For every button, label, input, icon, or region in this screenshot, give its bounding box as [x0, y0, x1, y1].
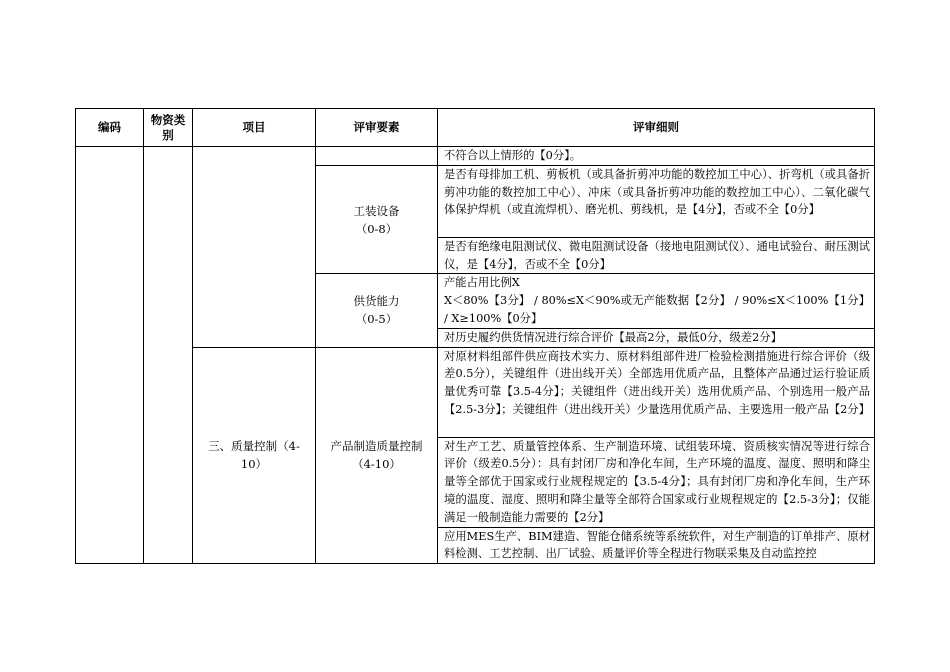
- item-quality-label: 三、质量控制（4-10）: [208, 439, 300, 472]
- detail-text: 对生产工艺、质量管控体系、生产制造环境、试组装环境、资质核实情况等进行综合评价（级差0.5分）：具有封闭厂房和净化车间，生产环境的温度、湿度、照明和降尘量等全部优于国家或行业规程规定的【3.5-4分】；具有封闭厂房和净化车间，生产环境的温度、湿度、照明和降尘量等全部符合国家或行业规程规定的【2.5-3分】；仅能满足一般制造能力需要的【2分】: [444, 439, 870, 524]
- element-tooling-label: 工装设备: [353, 203, 400, 218]
- detail-cell: [438, 274, 875, 328]
- category-cell: [144, 147, 193, 564]
- element-cell-supply: [316, 274, 438, 347]
- detail-cell: [438, 328, 875, 347]
- detail-text: X＜80%【3分】 / 80%≤X＜90%或无产能数据【2分】 / 90%≤X＜100%【1分】 / X≥100%【0分】: [444, 294, 870, 325]
- table-row: [76, 347, 875, 437]
- detail-text: 对历史履约供货情况进行综合评价【最高2分，最低0分，级差2分】: [444, 330, 782, 344]
- table-row: [76, 147, 875, 166]
- element-cell-prev: [316, 147, 438, 166]
- header-item: 项目: [193, 109, 316, 147]
- header-category: 物资类别: [144, 109, 193, 147]
- code-cell: [76, 147, 144, 564]
- detail-text: 是否有绝缘电阻测试仪、微电阻测试设备（接地电阻测试仪）、通电试验台、耐压测试仪，是【4分】，否或不全【0分】: [444, 239, 870, 271]
- header-detail: 评审细则: [438, 109, 875, 147]
- detail-text: 对原材料组部件供应商技术实力、原材料组部件进厂检验检测措施进行综合评价（级差0.5分），关键组件（进出线开关）全部选用优质产品，且整体产品通过运行验证质量优秀可靠【3.5-4分】；关键组件（进出线开关）选用优质产品、个别选用一般产品【2.5-3分】；关键组件（进出线开关）少量选用优质产品、主要选用一般产品【2分】: [444, 349, 870, 416]
- element-quality-range: （4-10）: [352, 457, 401, 472]
- detail-cell: [438, 437, 875, 527]
- header-element: 评审要素: [316, 109, 438, 147]
- element-quality-label: 产品制造质量控制: [330, 439, 423, 454]
- element-cell-tooling: [316, 165, 438, 274]
- element-supply-label: 供货能力: [353, 294, 400, 309]
- element-cell-quality: [316, 347, 438, 564]
- header-code: 编码: [76, 109, 144, 147]
- element-supply-range: （0-5）: [355, 312, 398, 327]
- element-tooling-range: （0-8）: [355, 221, 398, 236]
- detail-cell: [438, 237, 875, 274]
- item-cell-quality: [193, 347, 316, 564]
- detail-cell: [438, 347, 875, 437]
- detail-text: 是否有母排加工机、剪板机（或具备折剪冲功能的数控加工中心）、折弯机（或具备折剪冲功能的数控加工中心）、冲床（或具备折剪冲功能的数控加工中心）、二氧化碳气体保护焊机（或直流焊机）、磨光机、剪线机，是【4分】，否或不全【0分】: [444, 167, 870, 217]
- detail-text: 不符合以上情形的【0分】。: [444, 149, 582, 162]
- detail-cell: [438, 165, 875, 237]
- detail-text: 产能占用比例X: [444, 276, 520, 290]
- detail-cell: [438, 147, 875, 166]
- item-cell-prev: [193, 147, 316, 348]
- detail-cell: [438, 527, 875, 564]
- detail-text: 应用MES生产、BIM建造、智能仓储系统等系统软件，对生产制造的订单排产、原材料检测、工艺控制、出厂试验、质量评价等全程进行物联采集及自动监控控: [444, 529, 870, 561]
- evaluation-table: [75, 108, 875, 564]
- table-header-row: [76, 109, 875, 147]
